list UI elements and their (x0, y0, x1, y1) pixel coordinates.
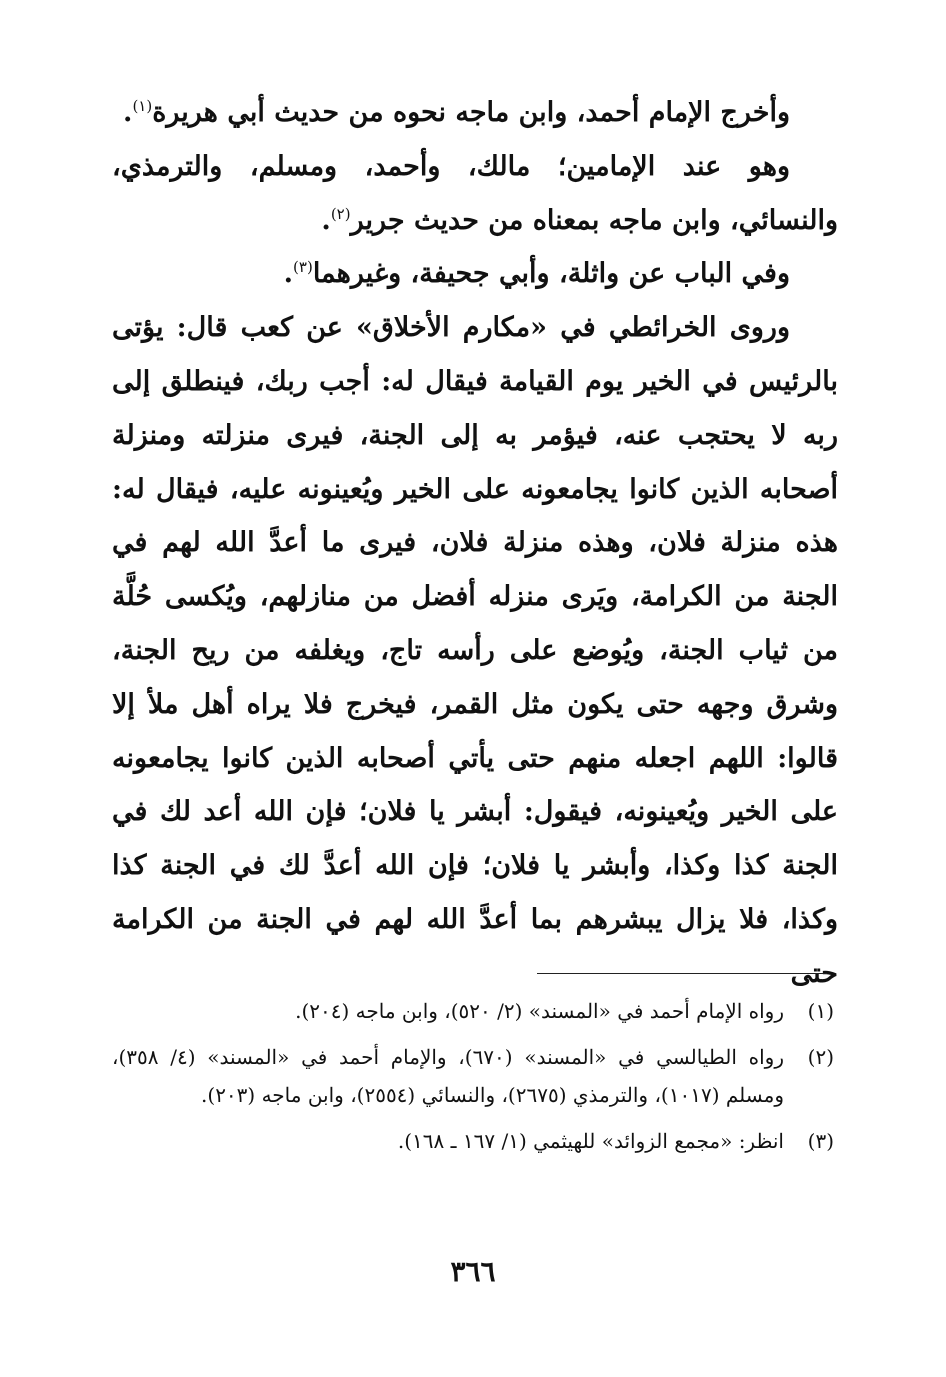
footnote-2 (112, 1038, 834, 1114)
footnote-3 (112, 1122, 834, 1160)
footnote-number: (١) (807, 999, 834, 1023)
paragraph-text: وهو عند الإمامين؛ مالك، وأحمد، ومسلم، والترمذي، والنسائي، وابن ماجه بمعناه من حديث جرير (112, 150, 838, 236)
footnote-number: (٢) (807, 1045, 834, 1069)
paragraph-text: وأخرج الإمام أحمد، وابن ماجه نحوه من حديث أبي هريرة (152, 97, 790, 128)
paragraph-tail: . (283, 258, 294, 290)
paragraph-text: وروى الخرائطي في «مكارم الأخلاق» عن كعب قال: يؤتى بالرئيس في الخير يوم القيامة فيقال له: أجب ربك، فينطلق إلى ربه لا يحتجب عنه، فيؤمر به إلى الجنة، فيرى منزلته ومنزلة أصحابه الذين كانوا يجامعونه على الخير ويُعينونه عليه، فيقال له: هذه منزلة فلان، وهذه منزلة فلان، فيرى ما أعدَّ الله لهم في الجنة من الكرامة، ويَرى منزله أفضل من منازلهم، ويُكسى حُلَّة من ثياب الجنة، ويُوضع على رأسه تاج، ويغلفه من ريح الجنة، وشرق وجهه حتى يكون مثل القمر، فيخرج فلا يراه أهل ملأ إلا قالوا: اللهم اجعله منهم حتى يأتي أصحابه الذين كانوا يجامعونه على الخير ويُعينونه، فيقول: أبشر يا فلان؛ فإن الله أعد لك في الجنة كذا وكذا، وأبشر يا فلان؛ فإن الله أعدَّ لك في الجنة كذا وكذا، فلا يزال يبشرهم بما أعدَّ الله لهم في الجنة من الكرامة حتى (112, 312, 838, 989)
paragraph-4 (112, 301, 838, 1000)
paragraph-3 (112, 247, 838, 301)
page-number: ٣٦٦ (450, 1255, 496, 1288)
footnote-ref-2[interactable]: (٢) (330, 204, 351, 223)
paragraph-2 (112, 140, 838, 248)
footnote-text: انظر: «مجمع الزوائد» للهيثمي (١/ ١٦٧ ـ ١٦٨). (397, 1129, 784, 1153)
paragraph-1 (112, 86, 838, 140)
paragraph-text: وفي الباب عن واثلة، وأبي جحيفة، وغيرهما (312, 258, 790, 290)
footnote-text: رواه الإمام أحمد في «المسند» (٢/ ٥٢٠)، وابن ماجه (٢٠٤). (295, 999, 784, 1023)
footnote-ref-1[interactable]: (١) (132, 97, 153, 115)
footnote-ref-3[interactable]: (٣) (293, 258, 313, 277)
footnote-divider (537, 973, 827, 974)
paragraph-tail: . (321, 204, 331, 236)
footnotes (112, 992, 834, 1168)
main-text (112, 86, 838, 1001)
footnote-number: (٣) (807, 1129, 834, 1153)
footnote-text: رواه الطيالسي في «المسند» (٦٧٠)، والإمام أحمد في «المسند» (٤/ ٣٥٨)، ومسلم (١٠١٧)، والترمذي (٢٦٧٥)، والنسائي (٢٥٥٤)، وابن ماجه (٢٠٣). (112, 1045, 784, 1107)
footnote-1 (112, 992, 834, 1030)
paragraph-tail: . (123, 97, 133, 128)
